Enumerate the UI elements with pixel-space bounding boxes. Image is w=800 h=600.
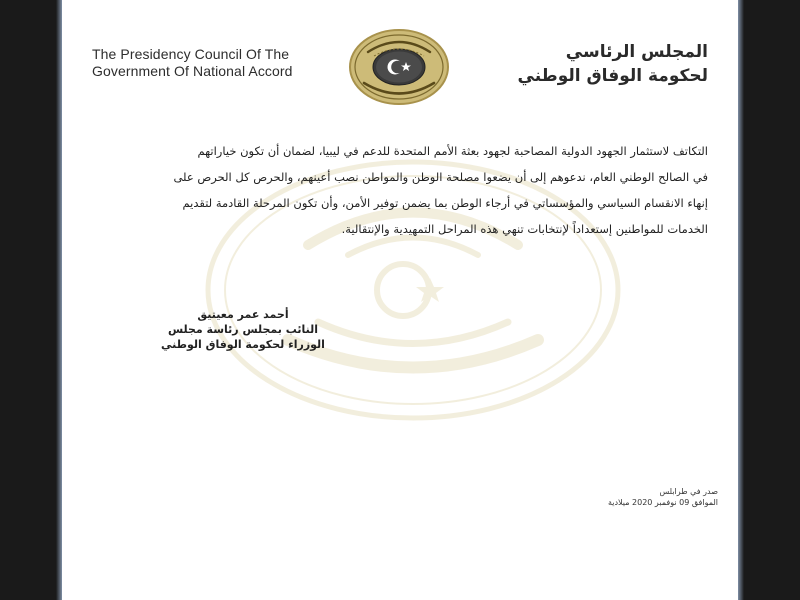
issue-place: صدر في طرابلس	[659, 487, 718, 496]
body-line: الخدمات للمواطنين إستعداداً لإنتخابات تنهي هذه المراحل التمهيدية والإنتقالية.	[341, 222, 708, 236]
signatory-name: أحمد عمر معيتيق	[197, 308, 289, 321]
signatory-title-line2: الوزراء لحكومة الوفاق الوطني	[161, 338, 325, 351]
letter-body	[148, 138, 708, 242]
body-line: إنهاء الانقسام السياسي والمؤسساتي في أرجاء الوطن بما يضمن توفير الأمن، وأن تكون المرحلة القادمة لتقديم	[182, 196, 708, 210]
signature-block	[148, 307, 338, 352]
body-line: في الصالح الوطني العام، ندعوهم إلى أن يضعوا مصلحة الوطن والمواطن نصب أعينهم، والحرص كل الحرص على	[173, 170, 708, 184]
right-frame-border	[738, 0, 800, 600]
left-frame-border	[0, 0, 62, 600]
presidency-emblem-icon	[348, 28, 450, 106]
english-header-line2: Government Of National Accord	[92, 63, 293, 79]
body-line: التكاتف لاستثمار الجهود الدولية المصاحبة لجهود بعثة الأمم المتحدة للدعم في ليبيا، لضمان أن تكون خياراتهم	[197, 144, 708, 158]
arabic-header	[478, 40, 708, 88]
issue-footer	[548, 486, 718, 508]
english-header	[92, 46, 352, 80]
english-header-line1: The Presidency Council Of The	[92, 46, 290, 62]
letter-paper	[68, 0, 732, 600]
issue-date: الموافق 09 نوفمبر 2020 ميلادية	[607, 498, 718, 507]
signatory-title-line1: النائب بمجلس رئاسة مجلس	[167, 323, 319, 336]
arabic-header-line2: لحكومة الوفاق الوطني	[517, 66, 708, 86]
arabic-header-line1: المجلس الرئاسي	[565, 42, 708, 62]
